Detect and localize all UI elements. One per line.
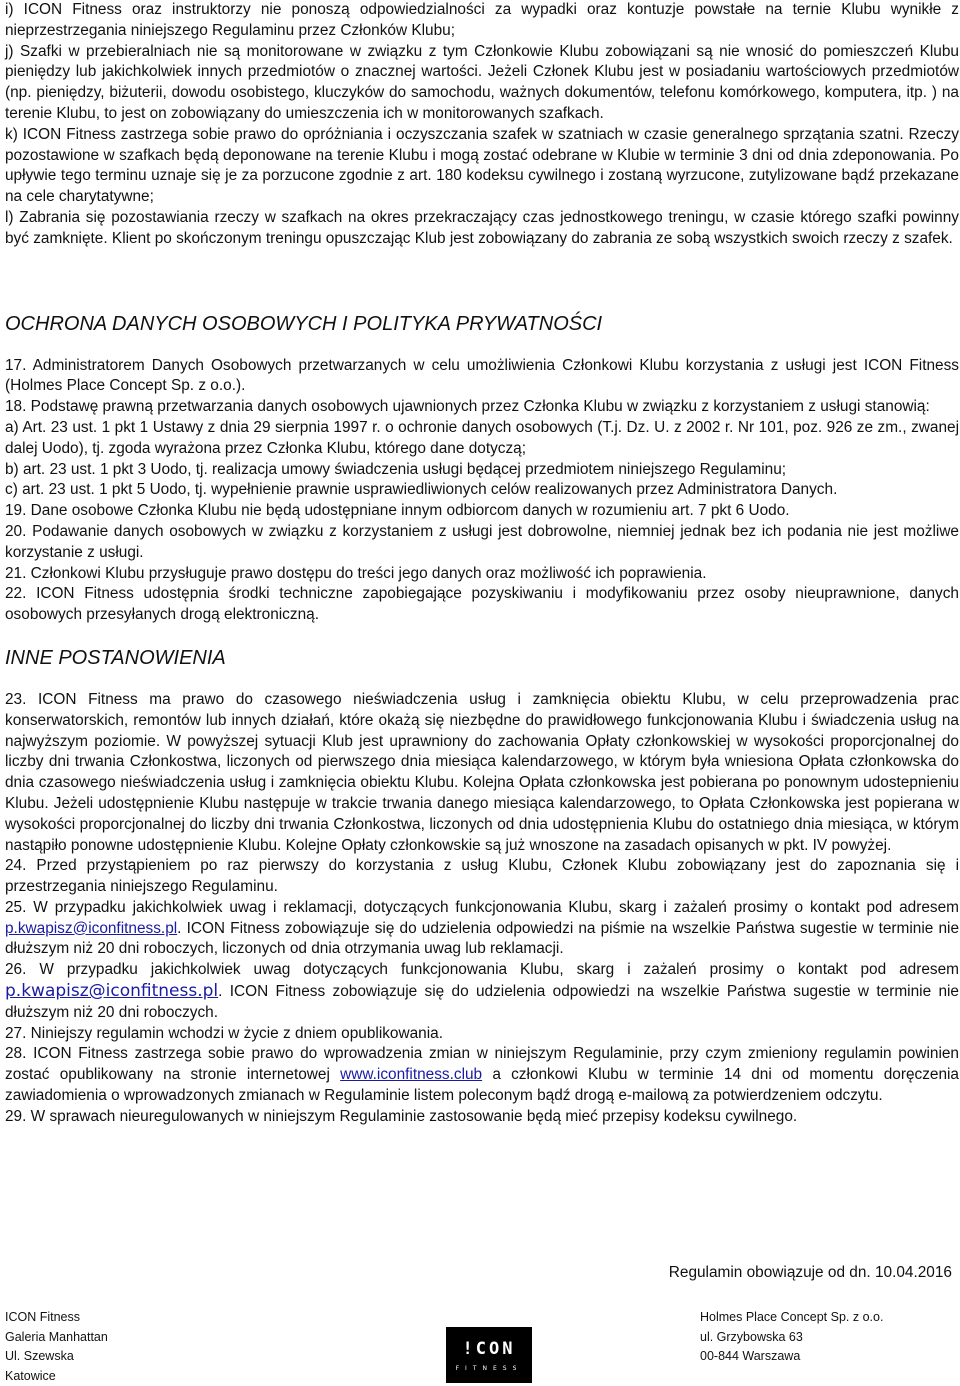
paragraph-26-text-a: 26. W przypadku jakichkolwiek uwag dotyczących funkcjonowania Klubu, skarg i zażaleń prosimy o kontakt pod adresem: [5, 961, 959, 979]
paragraph-25-text-a: 25. W przypadku jakichkolwiek uwag i reklamacji, dotyczących funkcjonowania Klubu, skarg i zażaleń prosimy o kontakt pod adresem: [5, 898, 959, 916]
paragraph-28-text-a: 28. ICON Fitness zastrzega sobie prawo do wprowadzenia zmian w niniejszym Regulaminie, przy czym zmieniony regulamin powinien zostać opublikowany na stronie internetowej: [5, 1045, 959, 1084]
paragraph-29: 29. W sprawach nieuregulowanych w niniejszym Regulaminie zastosowanie będą mieć przepisy kodeksu cywilnego.: [5, 1107, 798, 1125]
paragraph-27: 27. Niniejszy regulamin wchodzi w życie z dniem opublikowania.: [5, 1024, 443, 1042]
website-link[interactable]: www.iconfitness.club: [340, 1066, 483, 1084]
paragraph-18a: a) Art. 23 ust. 1 pkt 1 Ustawy z dnia 29 sierpnia 1997 r. o ochronie danych osobowych (T.j. Dz. U. z 2002 r. Nr 101, poz. 926 ze zm., zwanej dalej Uodo), tj. zgoda wyrażona przez Członka Klubu, którego dane dotyczą;: [5, 418, 959, 457]
footer-company-address: [700, 1308, 883, 1367]
paragraph-18: 18. Podstawę prawną przetwarzania danych osobowych ujawnionych przez Członka Klubu w związku z korzystaniem z usługi stanowią:: [5, 398, 930, 416]
clause-l: l) Zabrania się pozostawiania rzeczy w szafkach na okres przekraczający czas jednostkowego treningu, w czasie którego szafki powinny być zamknięte. Klient po skończonym treningu opuszczając Klub jest zobowiązany do zabrania ze sobą wszystkich swoich rzeczy z szafek.: [5, 208, 959, 247]
paragraph-18c: c) art. 23 ust. 1 pkt 5 Uodo, tj. wypełnienie prawnie usprawiedliwionych celów realizowanych przez Administratora Danych.: [5, 481, 838, 499]
footer-line: ICON Fitness: [5, 1310, 81, 1324]
footer-line: Katowice: [5, 1368, 56, 1383]
paragraph-18b: b) art. 23 ust. 1 pkt 3 Uodo, tj. realizacja umowy świadczenia usługi będącej przedmiotem niniejszego Regulaminu;: [5, 460, 787, 478]
footer-line: Holmes Place Concept Sp. z o.o.: [700, 1310, 884, 1324]
paragraph-22: 22. ICON Fitness udostępnia środki techniczne zapobiegające pozyskiwaniu i modyfikowaniu przez osoby nieuprawnione, danych osobowych przesyłanych drogą elektroniczną.: [5, 585, 959, 624]
clause-i: i) ICON Fitness oraz instruktorzy nie ponoszą odpowiedzialności za wypadki oraz kontuzje powstałe na ternie Klubu wynikłe z nieprzestrzegania niniejszego Regulaminu przez Członków Klubu;: [5, 1, 959, 39]
paragraph-20: 20. Podawanie danych osobowych w związku z korzystaniem z usługi jest dobrowolne, niemniej jednak bez ich podania nie jest możliwe korzystanie z usługi.: [5, 522, 959, 561]
footer-line: 00-844 Warszawa: [700, 1349, 801, 1363]
footer: [0, 1305, 960, 1386]
paragraph-28-text-b: a członkowi Klubu w terminie 14 dni od momentu doręczenia zawiadomienia o wprowadzonych zmianach w Regulaminie listem poleconym bądź drogą e-mailową za potwierdzeniem odczytu.: [5, 1066, 959, 1105]
contact-email-link-2[interactable]: p.kwapisz@iconfitness.pl: [5, 981, 219, 1002]
section-heading-data-protection: OCHRONA DANYCH OSOBOWYCH I POLITYKA PRYWATNOŚCI: [5, 312, 603, 335]
footer-line: Ul. Szewska: [5, 1349, 74, 1363]
effective-date: Regulamin obowiązuje od dn. 10.04.2016: [668, 1264, 952, 1281]
paragraph-25: [5, 898, 959, 960]
section-heading-other-provisions: INNE POSTANOWIENIA: [5, 646, 226, 669]
paragraph-19: 19. Dane osobowe Członka Klubu nie będą udostępniane innym odbiorcom danych w rozumieniu art. 7 pkt 6 Uodo.: [5, 502, 790, 520]
footer-line: Galeria Manhattan: [5, 1329, 108, 1344]
paragraph-26-text-b: . ICON Fitness zobowiązuje się do udzielenia odpowiedzi na wszelkie Państwa sugestie w terminie nie dłuższym niż 20 dni roboczych.: [5, 983, 959, 1021]
paragraph-21: 21. Członkowi Klubu przysługuje prawo dostępu do treści jego danych oraz możliwość ich poprawienia.: [5, 564, 707, 582]
paragraph-17: 17. Administratorem Danych Osobowych przetwarzanych w celu umożliwienia Członkowi Klubu korzystania z usługi jest ICON Fitness (Holmes Place Concept Sp. z o.o.).: [5, 356, 959, 395]
clause-j: j) Szafki w przebieralniach nie są monitorowane w związku z tym Członkowie Klubu zobowiązani są nie wnosić do pomieszczeń Klubu pieniędzy lub jakichkolwiek innych przedmiotów o znacznej wartości. Jeżeli Członek Klubu jest w posiadaniu wartościowych przedmiotów (np. pieniędzy, biżuterii, dowodu osobistego, kluczyków do samochodu, ważnych dokumentów, telefonu komórkowego, komputera, itp. ) na terenie Klubu, to jest on zobowiązany do umieszczenia ich w monitorowanych szafkach.: [5, 42, 959, 122]
paragraph-28: [5, 1044, 959, 1106]
document-body: [5, 0, 959, 1128]
paragraph-24: 24. Przed przystąpieniem po raz pierwszy do korzystania z usług Klubu, Członek Klubu zobowiązany jest do zapoznania się i przestrzegania niniejszego Regulaminu.: [5, 857, 959, 896]
logo-word: !CON: [462, 1338, 516, 1359]
footer-club-address: [5, 1308, 108, 1386]
icon-fitness-logo: [446, 1327, 532, 1383]
footer-line: ul. Grzybowska 63: [700, 1329, 803, 1344]
paragraph-23: 23. ICON Fitness ma prawo do czasowego nieświadczenia usług i zamknięcia obiektu Klubu, w celu przeprowadzenia prac konserwatorskich, remontów lub innych działań, które okażą się niezbędne do prawidłowego funkcjonowania Klubu i świadczenia usług na najwyższym poziomie. W powyższej sytuacji Klub jest uprawniony do zachowania Opłaty członkowskiej w wysokości proporcjonalnej do liczby dni trwania Członkostwa, liczonych od pierwszego dnia miesiąca kalendarzowego, w którym była wniesiona Opłata członkowska do dnia czasowego nieświadczenia usług i zamknięcia obiektu Klubu. Kolejna Opłata członkowska jest pobierana po ponownym udostepnieniu Klubu. Jeżeli udostępnienie Klubu następuje w trakcie trwania danego miesiąca kalendarzowego, to Opłata Członkowska jest popierana w wysokości proporcjonalnej do liczby dni trwania Członkostwa, liczonych od dnia udostępnienia Klubu do ostatniego dnia miesiąca, w którym nastąpiło ponowne udostępnienie Klubu. Kolejne Opłaty członkowskie są już wnoszone na zasadach opisanych w pkt. IV powyżej.: [5, 690, 959, 854]
paragraph-26: [5, 960, 959, 1023]
clause-k: k) ICON Fitness zastrzega sobie prawo do opróżniania i oczyszczania szafek w szatniach w czasie generalnego sprzątania szatni. Rzeczy pozostawione w szafkach będą deponowane na terenie Klubu i mogą zostać odebrane w Klubie w terminie 3 dni od dnia zdeponowania. Po upływie tego terminu uznaje się je za porzucone zgodnie z art. 180 kodeksu cywilnego i zostaną wyrzucone, zutylizowane bądź przekazane na cele charytatywne;: [5, 125, 959, 206]
logo-subword: FITNESS: [455, 1364, 523, 1372]
paragraph-25-text-b: . ICON Fitness zobowiązuje się do udzielenia odpowiedzi na piśmie na wszelkie Państwa sugestie w terminie nie dłuższym niż 20 dni roboczych, liczonych od dnia otrzymania uwag lub reklamacji.: [5, 919, 959, 958]
contact-email-link[interactable]: p.kwapisz@iconfitness.pl: [5, 919, 178, 937]
